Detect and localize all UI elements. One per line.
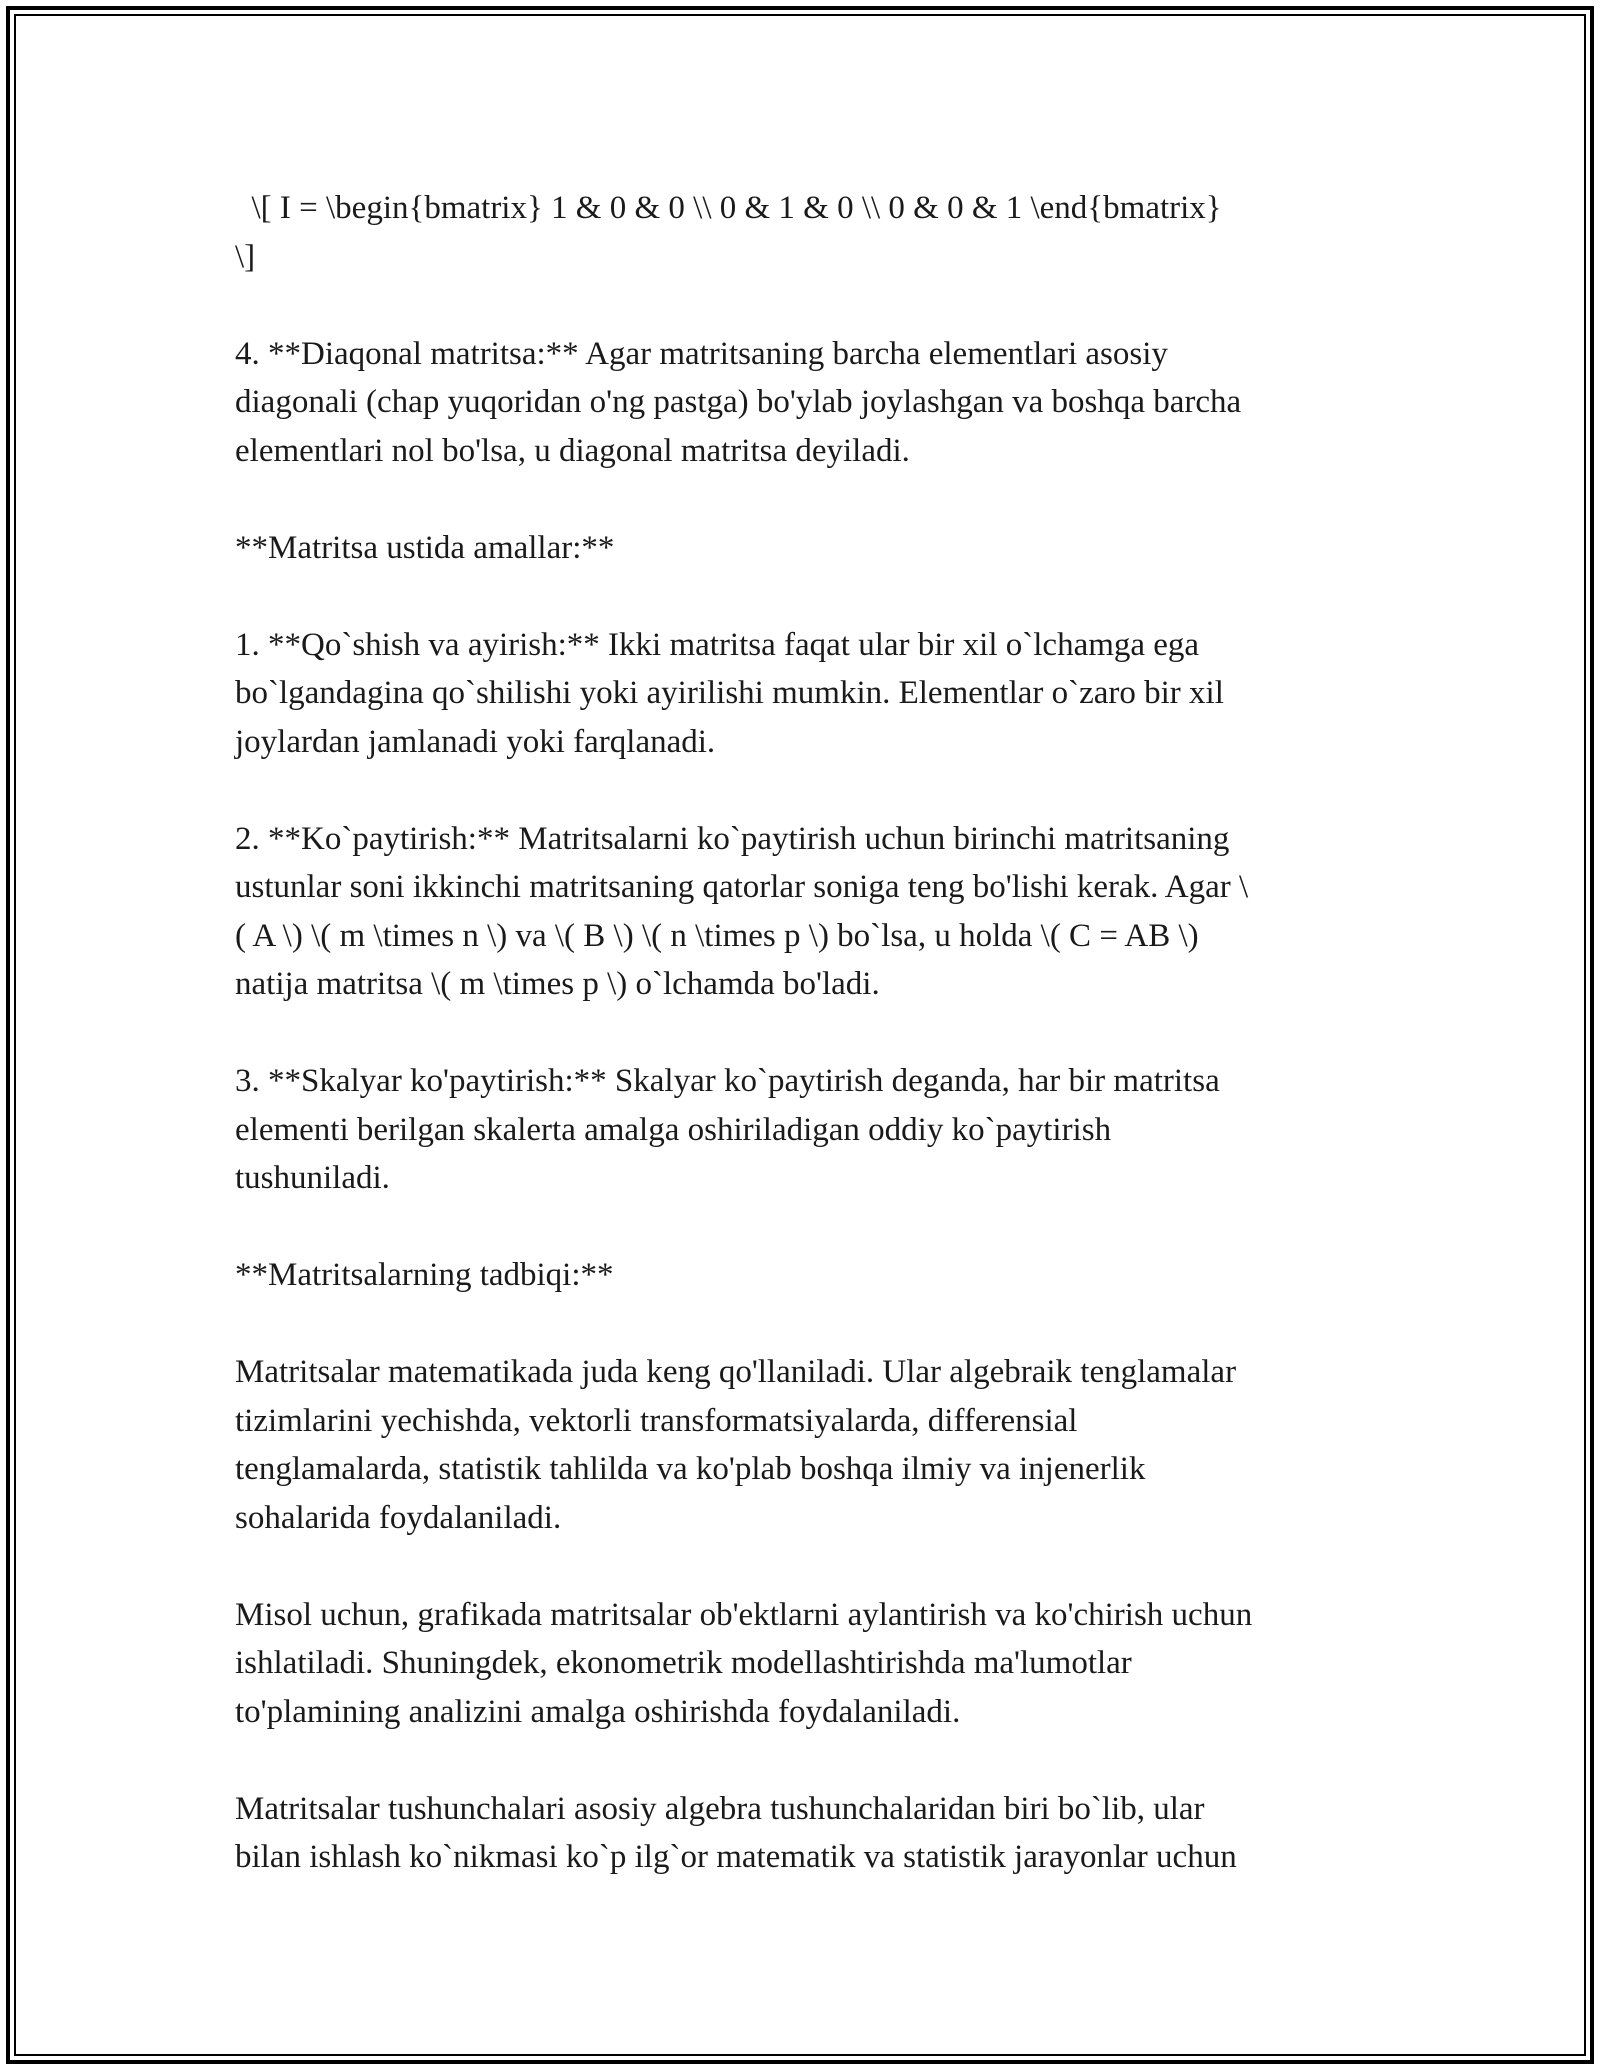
diagonal-matrix-paragraph: 4. **Diaqonal matritsa:** Agar matritsaning barcha elementlari asosiy diagonali (chap yuqoridan o'ng pastga) bo'ylab joylashgan va boshqa barcha elementlari nol bo'lsa, u diagonal matritsa deyiladi. [235,335,1242,469]
document-body [235,184,1375,1882]
multiplication-paragraph: 2. **Ko`paytirish:** Matritsalarni ko`paytirish uchun birinchi matritsaning ustunlar soni ikkinchi matritsaning qatorlar soniga teng bo'lishi kerak. Agar \ ( A \) \( m \times n \) va \( B \) \( n \times p \) bo`lsa, u holda \( C = AB \) natija matritsa \( m \times p \) o`lchamda bo'ladi. [235,820,1249,1002]
identity-matrix-formula: \[ I = \begin{bmatrix} 1 & 0 & 0 \\ 0 & 1 & 0 \\ 0 & 0 & 1 \end{bmatrix} \] [235,190,1222,275]
scalar-multiplication-paragraph: 3. **Skalyar ko'paytirish:** Skalyar ko`paytirish deganda, har bir matritsa elementi berilgan skalerta amalga oshiriladigan oddiy ko`paytirish tushuniladi. [235,1063,1220,1196]
matrix-operations-heading: **Matritsa ustida amallar:** [235,529,615,566]
applications-paragraph: Matritsalar matematikada juda keng qo'llaniladi. Ular algebraik tenglamalar tizimlarini yechishda, vektorli transformatsiyalarda, differensial tenglamalarda, statistik tahlilda va ko'plab boshqa ilmiy va injenerlik sohalarida foydalaniladi. [235,1354,1237,1536]
matrix-applications-heading: **Matritsalarning tadbiqi:** [235,1257,614,1293]
graphics-example-paragraph: Misol uchun, grafikada matritsalar ob'ektlarni aylantirish va ko'chirish uchun ishlatiladi. Shuningdek, ekonometrik modellashtirishda ma'lumotlar to'plamining analizini amalga oshirishda foydalaniladi. [235,1596,1253,1730]
addition-subtraction-paragraph: 1. **Qo`shish va ayirish:** Ikki matritsa faqat ular bir xil o`lchamga ega bo`lgandagina qo`shilishi yoki ayirilishi mumkin. Elementlar o`zaro bir xil joylardan jamlanadi yoki farqlanadi. [235,626,1224,760]
concepts-paragraph: Matritsalar tushunchalari asosiy algebra tushunchalaridan biri bo`lib, ular bilan ishlash ko`nikmasi ko`p ilg`or matematik va statistik jarayonlar uchun [235,1790,1237,1875]
